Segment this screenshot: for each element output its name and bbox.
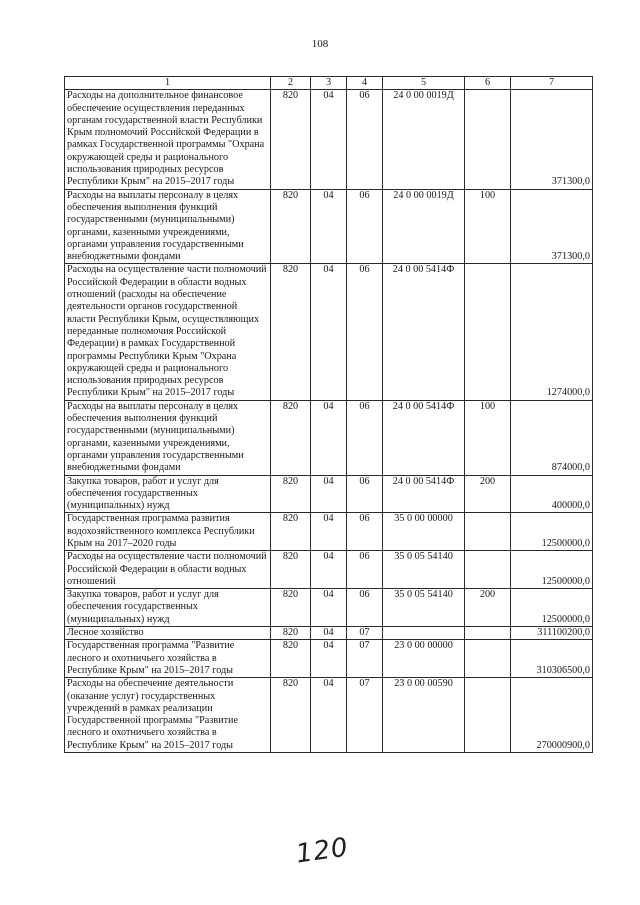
row-name: Расходы на обеспечение деятельности (оказание услуг) государственных учреждений в рамках реализации Государственной программы "Развитие лесного и охотничьего хозяйства в Республике Крым" на 2015–2017 годы [65, 678, 271, 753]
budget-table [64, 76, 593, 753]
row-name: Закупка товаров, работ и услуг для обеспечения государственных (муниципальных) нужд [65, 475, 271, 513]
table-row [65, 400, 593, 475]
table-header-row [65, 77, 593, 90]
row-expense-type-code [465, 678, 511, 753]
row-subsection-code: 06 [347, 551, 383, 589]
row-name: Расходы на осуществление части полномочий Российской Федерации в области водных отношений (расходы на обеспечение деятельности органов государственной власти Республики Крым, осуществляющих переданные полномочия Российской Федерации) в рамках Государственной программы Республики Крым "Охрана окружающей среды и рационального использования природных ресурсов Республики Крым" на 2015–2017 годы [65, 264, 271, 400]
row-name: Расходы на осуществление части полномочий Российской Федерации в области водных отношений [65, 551, 271, 589]
row-expense-type-code: 100 [465, 189, 511, 264]
page-number: 108 [311, 38, 329, 50]
row-section-code: 04 [311, 589, 347, 627]
row-section-code: 04 [311, 678, 347, 753]
table-row [65, 513, 593, 551]
row-subsection-code: 06 [347, 475, 383, 513]
row-target-article-code: 24 0 00 5414Ф [383, 400, 465, 475]
row-amount: 400000,0 [511, 475, 593, 513]
row-target-article-code: 24 0 00 5414Ф [383, 264, 465, 400]
row-subsection-code: 06 [347, 264, 383, 400]
row-amount: 310306500,0 [511, 640, 593, 678]
header-col-2: 2 [271, 77, 311, 90]
row-subsection-code: 07 [347, 627, 383, 640]
table-row [65, 475, 593, 513]
handwritten-page-number: 120 [294, 832, 351, 870]
row-amount: 371300,0 [511, 90, 593, 189]
table-row [65, 640, 593, 678]
table-row [65, 90, 593, 189]
row-target-article-code: 35 0 05 54140 [383, 551, 465, 589]
row-name: Государственная программа развития водохозяйственного комплекса Республики Крым на 2017–2020 годы [65, 513, 271, 551]
row-expense-type-code [465, 264, 511, 400]
row-section-code: 04 [311, 264, 347, 400]
row-grbs-code: 820 [271, 400, 311, 475]
row-section-code: 04 [311, 640, 347, 678]
row-subsection-code: 06 [347, 189, 383, 264]
row-name: Закупка товаров, работ и услуг для обеспечения государственных (муниципальных) нужд [65, 589, 271, 627]
header-col-5: 5 [383, 77, 465, 90]
row-name: Расходы на дополнительное финансовое обеспечение осуществления переданных органам государственной власти Республики Крым полномочий Российской Федерации в рамках Государственной программы "Охрана окружающей среды и рационального использования природных ресурсов Республики Крым" на 2015–2017 годы [65, 90, 271, 189]
row-amount: 1274000,0 [511, 264, 593, 400]
row-subsection-code: 06 [347, 513, 383, 551]
row-grbs-code: 820 [271, 551, 311, 589]
table-row [65, 264, 593, 400]
row-section-code: 04 [311, 551, 347, 589]
row-amount: 371300,0 [511, 189, 593, 264]
row-amount: 12500000,0 [511, 589, 593, 627]
row-grbs-code: 820 [271, 640, 311, 678]
row-amount: 874000,0 [511, 400, 593, 475]
row-target-article-code: 35 0 05 54140 [383, 589, 465, 627]
row-subsection-code: 06 [347, 400, 383, 475]
row-name: Расходы на выплаты персоналу в целях обеспечения выполнения функций государственными (муниципальными) органами, казенными учреждениями, органами управления государственными внебюджетными фондами [65, 189, 271, 264]
row-expense-type-code [465, 640, 511, 678]
row-grbs-code: 820 [271, 189, 311, 264]
row-grbs-code: 820 [271, 264, 311, 400]
row-expense-type-code: 200 [465, 589, 511, 627]
row-subsection-code: 07 [347, 678, 383, 753]
row-name: Лесное хозяйство [65, 627, 271, 640]
header-col-4: 4 [347, 77, 383, 90]
row-expense-type-code [465, 90, 511, 189]
row-target-article-code: 24 0 00 0019Д [383, 189, 465, 264]
row-grbs-code: 820 [271, 589, 311, 627]
row-target-article-code: 24 0 00 0019Д [383, 90, 465, 189]
row-amount: 311100200,0 [511, 627, 593, 640]
row-section-code: 04 [311, 90, 347, 189]
row-target-article-code: 24 0 00 5414Ф [383, 475, 465, 513]
row-section-code: 04 [311, 627, 347, 640]
row-grbs-code: 820 [271, 678, 311, 753]
row-section-code: 04 [311, 475, 347, 513]
header-col-1: 1 [65, 77, 271, 90]
row-subsection-code: 06 [347, 90, 383, 189]
table-row [65, 678, 593, 753]
row-grbs-code: 820 [271, 513, 311, 551]
row-section-code: 04 [311, 400, 347, 475]
row-expense-type-code [465, 627, 511, 640]
row-subsection-code: 07 [347, 640, 383, 678]
row-amount: 12500000,0 [511, 513, 593, 551]
table-row [65, 589, 593, 627]
row-section-code: 04 [311, 189, 347, 264]
row-target-article-code: 23 0 00 00590 [383, 678, 465, 753]
row-target-article-code: 35 0 00 00000 [383, 513, 465, 551]
row-expense-type-code: 200 [465, 475, 511, 513]
table-row [65, 189, 593, 264]
header-col-6: 6 [465, 77, 511, 90]
row-target-article-code: 23 0 00 00000 [383, 640, 465, 678]
header-col-7: 7 [511, 77, 593, 90]
row-name: Государственная программа "Развитие лесного и охотничьего хозяйства в Республике Крым" на 2015–2017 годы [65, 640, 271, 678]
row-expense-type-code: 100 [465, 400, 511, 475]
row-expense-type-code [465, 551, 511, 589]
row-name: Расходы на выплаты персоналу в целях обеспечения выполнения функций государственными (муниципальными) органами, казенными учреждениями, органами управления государственными внебюджетными фондами [65, 400, 271, 475]
row-amount: 12500000,0 [511, 551, 593, 589]
row-subsection-code: 06 [347, 589, 383, 627]
row-target-article-code [383, 627, 465, 640]
table-row [65, 627, 593, 640]
row-amount: 270000900,0 [511, 678, 593, 753]
row-expense-type-code [465, 513, 511, 551]
header-col-3: 3 [311, 77, 347, 90]
row-grbs-code: 820 [271, 90, 311, 189]
row-grbs-code: 820 [271, 627, 311, 640]
table-row [65, 551, 593, 589]
row-section-code: 04 [311, 513, 347, 551]
row-grbs-code: 820 [271, 475, 311, 513]
